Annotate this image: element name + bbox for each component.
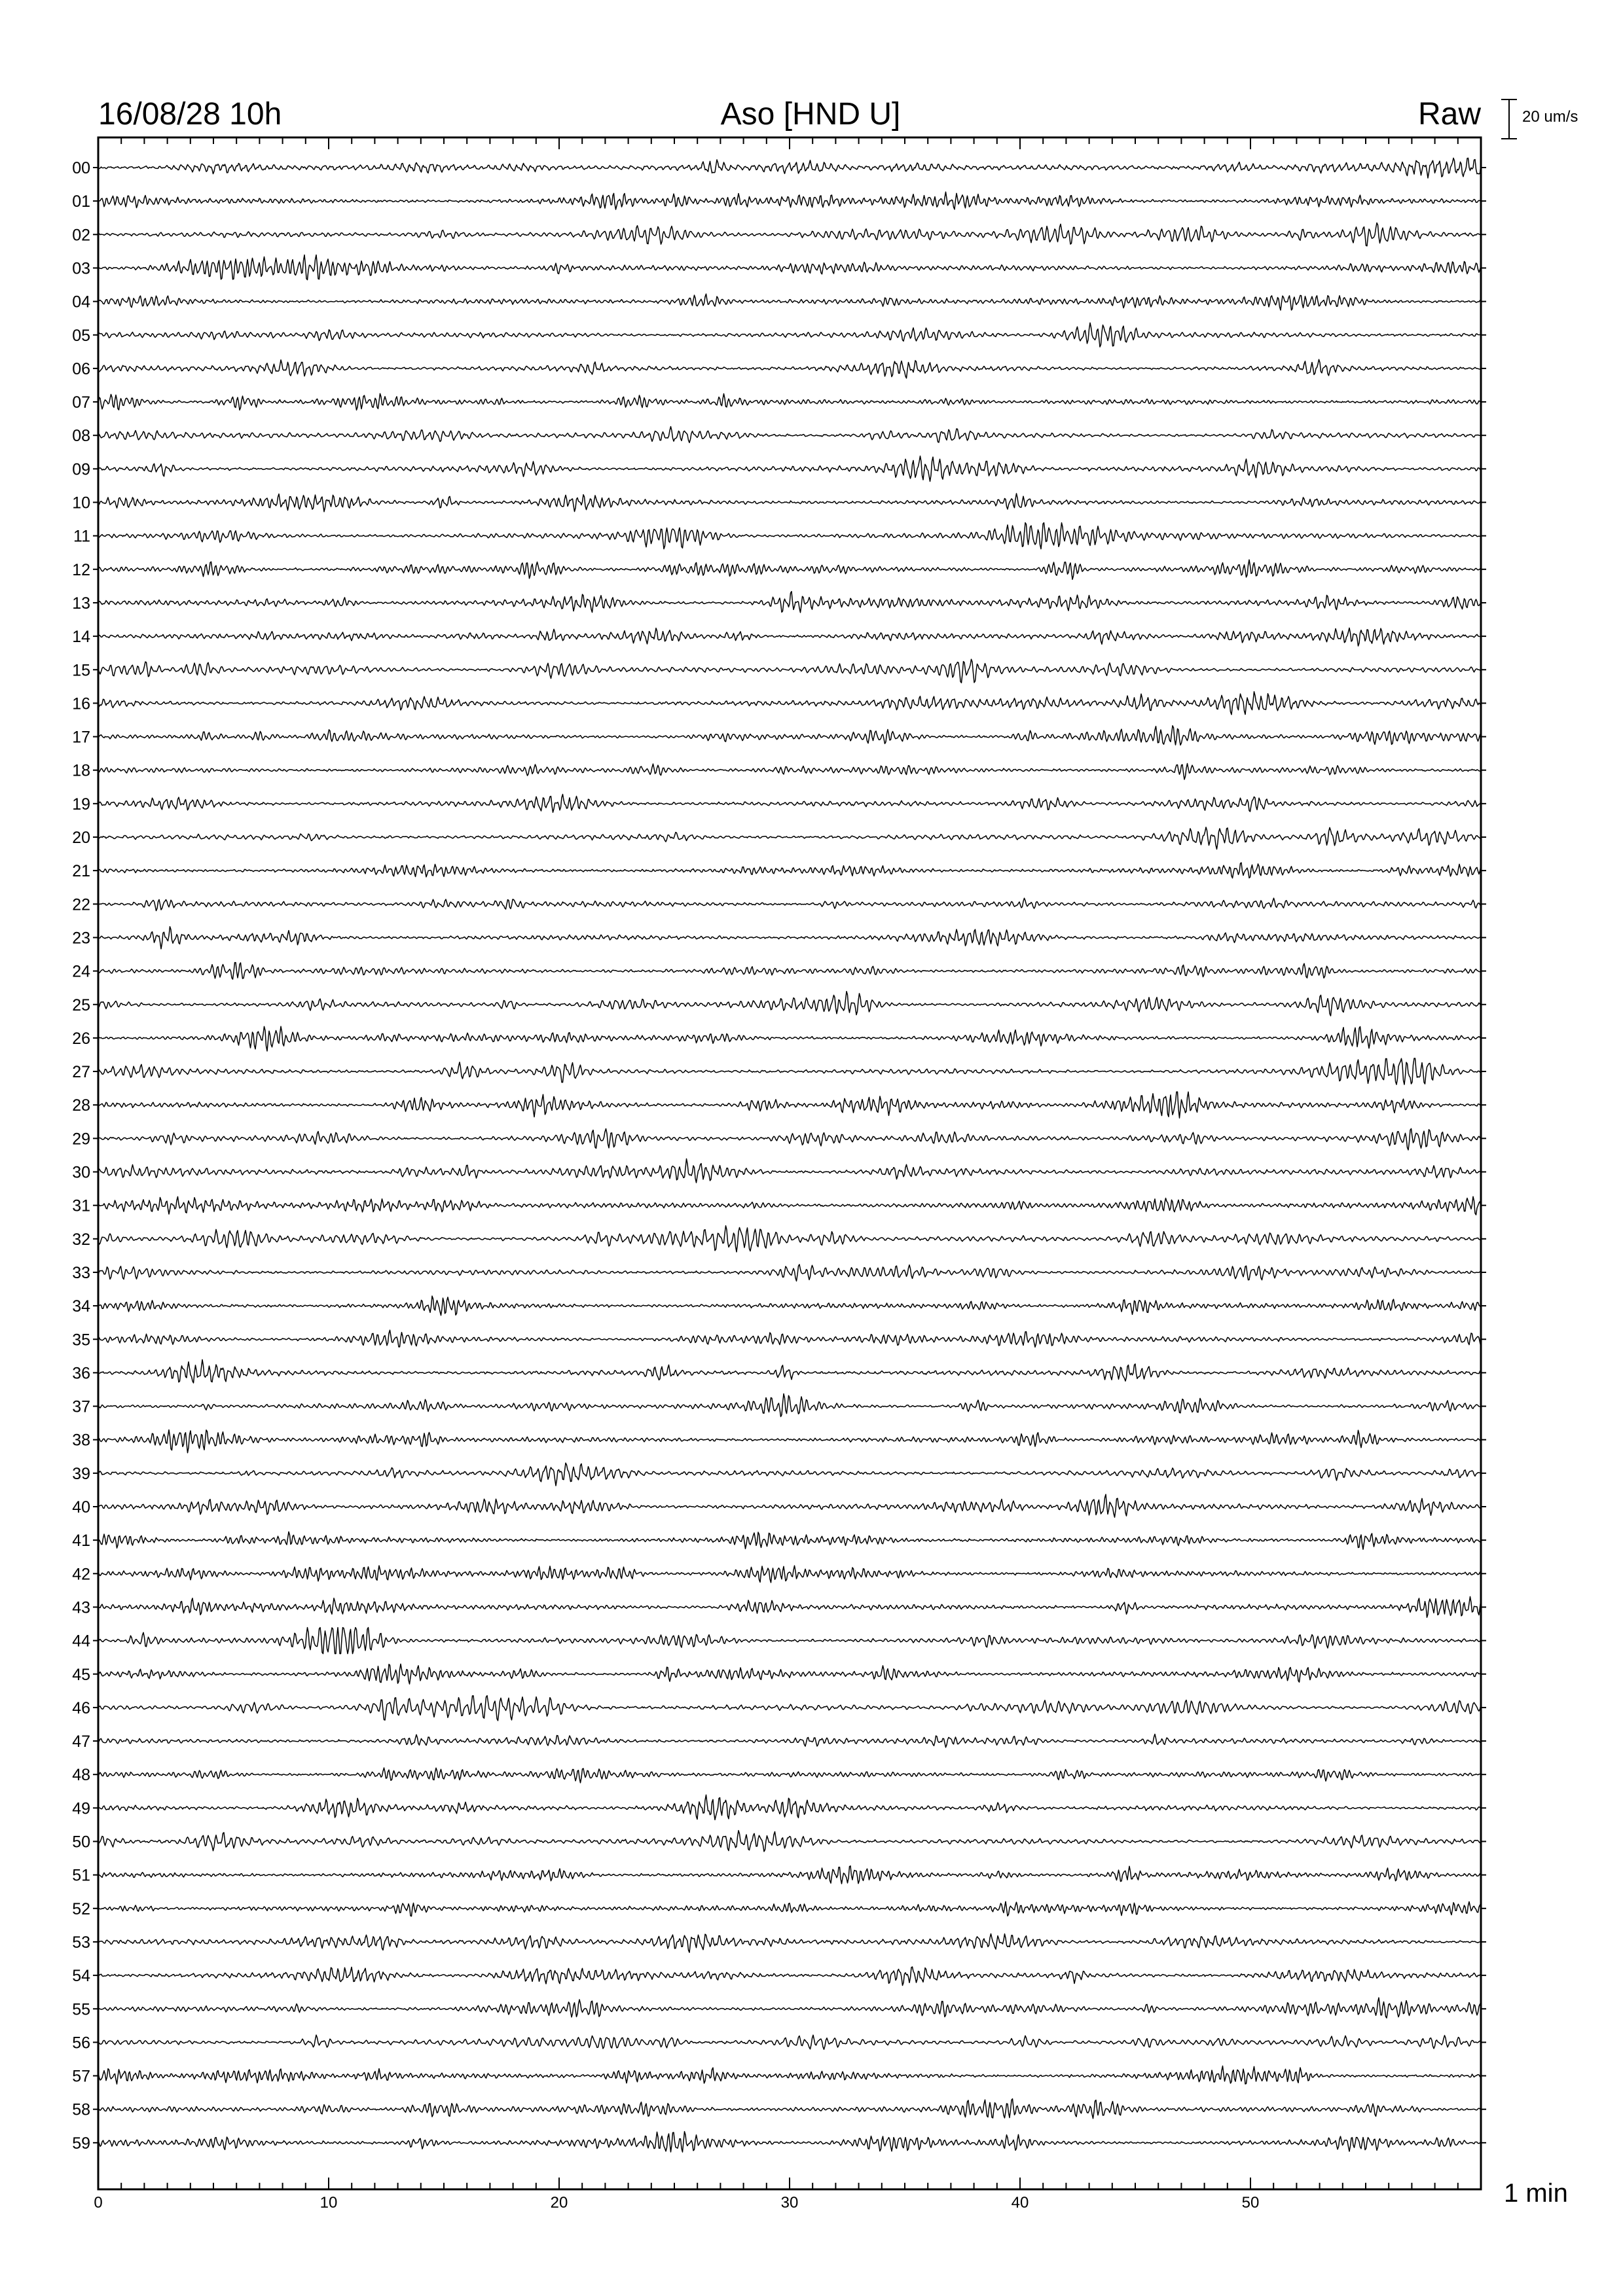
row-label: 39 — [72, 1464, 90, 1483]
row-label: 56 — [72, 2034, 90, 2053]
mode-label: Raw — [1417, 97, 1481, 132]
row-label: 59 — [72, 2134, 90, 2153]
row-label: 40 — [72, 1498, 90, 1516]
row-label: 45 — [72, 1665, 90, 1684]
row-label: 54 — [72, 1967, 90, 1986]
row-label: 19 — [72, 795, 90, 814]
x-tick-label: 50 — [1241, 2194, 1260, 2212]
x-tick-label: 10 — [319, 2194, 338, 2212]
date-hour-label: 16/08/28 10h — [98, 97, 282, 132]
row-label: 27 — [72, 1063, 90, 1082]
row-label: 17 — [72, 728, 90, 747]
row-label: 05 — [72, 326, 90, 345]
row-label: 15 — [72, 661, 90, 680]
row-label: 55 — [72, 2000, 90, 2019]
row-label: 37 — [72, 1397, 90, 1416]
row-label: 30 — [72, 1163, 90, 1182]
row-label: 52 — [72, 1899, 90, 1918]
row-label: 43 — [72, 1598, 90, 1617]
x-tick-label: 20 — [550, 2194, 568, 2212]
row-label: 51 — [72, 1866, 90, 1885]
scale-bar-label: 20 um/s — [1522, 108, 1578, 126]
row-label: 42 — [72, 1565, 90, 1584]
row-label: 26 — [72, 1029, 90, 1048]
row-label: 03 — [72, 259, 90, 278]
row-label: 33 — [72, 1263, 90, 1282]
row-label: 35 — [72, 1331, 90, 1350]
x-tick-label: 30 — [780, 2194, 799, 2212]
row-label: 41 — [72, 1532, 90, 1551]
row-label: 13 — [72, 594, 90, 613]
row-label: 18 — [72, 761, 90, 780]
row-label: 48 — [72, 1766, 90, 1785]
row-label: 47 — [72, 1732, 90, 1751]
x-tick-label: 40 — [1011, 2194, 1029, 2212]
chart-title: Aso [HND U] — [720, 97, 901, 132]
row-label: 31 — [72, 1196, 90, 1215]
row-label: 21 — [72, 862, 90, 881]
row-label: 29 — [72, 1130, 90, 1149]
row-label: 06 — [72, 359, 90, 378]
row-label: 11 — [73, 527, 90, 546]
row-label: 14 — [72, 628, 90, 647]
row-label: 00 — [72, 159, 90, 177]
row-label: 50 — [72, 1833, 90, 1852]
x-unit-label: 1 min — [1504, 2179, 1568, 2208]
row-label: 36 — [72, 1364, 90, 1383]
row-label: 20 — [72, 829, 90, 847]
row-label: 34 — [72, 1297, 90, 1316]
x-tick-label: 0 — [94, 2194, 103, 2212]
row-label: 28 — [72, 1096, 90, 1115]
row-label: 44 — [72, 1632, 90, 1651]
row-label: 23 — [72, 929, 90, 948]
row-label: 08 — [72, 427, 90, 446]
row-label: 25 — [72, 996, 90, 1014]
row-label: 16 — [72, 694, 90, 713]
row-label: 01 — [72, 192, 90, 211]
row-label: 04 — [72, 293, 90, 312]
row-label: 57 — [72, 2067, 90, 2086]
row-label: 09 — [72, 460, 90, 479]
row-label: 53 — [72, 1933, 90, 1952]
row-label: 46 — [72, 1698, 90, 1717]
row-label: 38 — [72, 1431, 90, 1450]
row-label: 07 — [72, 393, 90, 412]
row-label: 58 — [72, 2100, 90, 2119]
row-label: 49 — [72, 1799, 90, 1818]
row-label: 12 — [72, 560, 90, 579]
row-label: 02 — [72, 226, 90, 245]
row-label: 24 — [72, 962, 90, 981]
row-label: 10 — [72, 493, 90, 512]
row-label: 22 — [72, 895, 90, 914]
row-label: 32 — [72, 1230, 90, 1249]
